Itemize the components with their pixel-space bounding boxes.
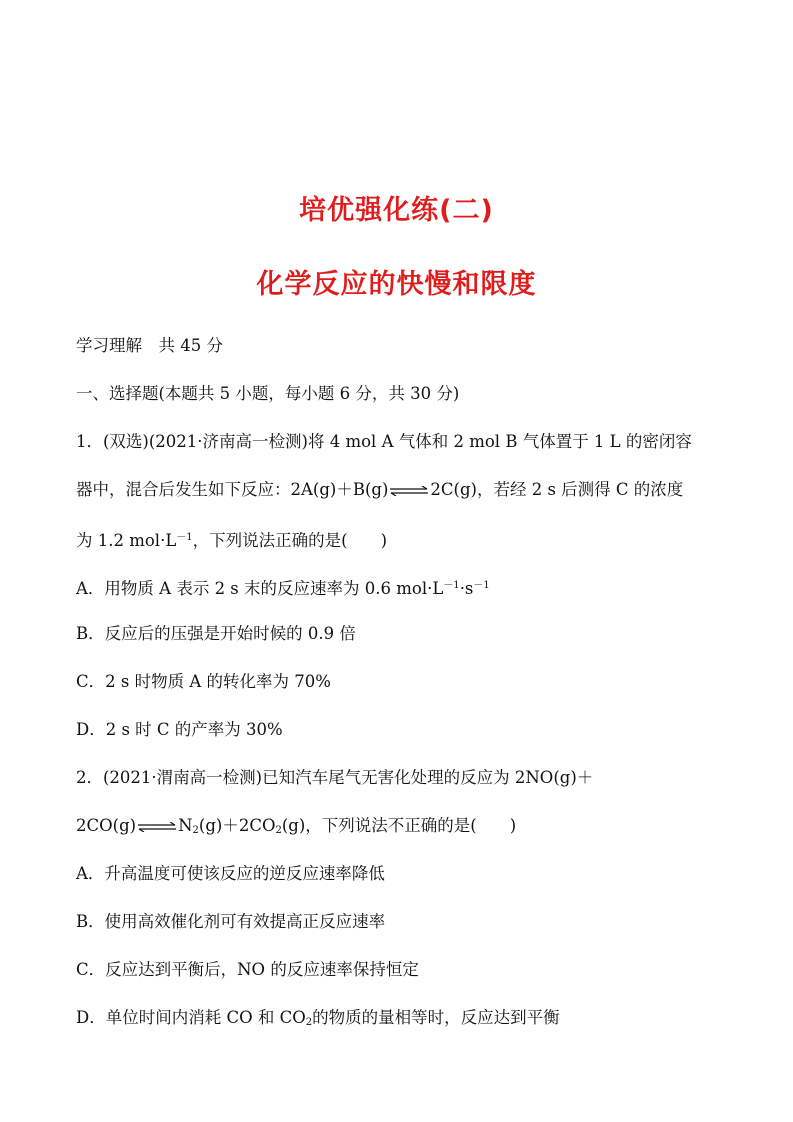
q1-stem-line2: [76, 478, 736, 502]
q2-stem-line2-d: (g)，下列说法不正确的是( ): [281, 816, 517, 835]
page-subtitle: 化学反应的快慢和限度: [256, 269, 537, 300]
q1-option-c: C．2 s 时物质 A 的转化率为 70%: [76, 672, 331, 691]
q1-stem-line3-a: 为 1.2 mol·L: [76, 531, 177, 550]
equilibrium-arrow-icon: [389, 486, 429, 496]
q2-stem-line2-b: N: [178, 816, 193, 835]
q2-stem-line1: 2．(2021·渭南高一检测)已知汽车尾气无害化处理的反应为 2NO(g)＋: [76, 768, 594, 787]
q2-option-d-rest: 的物质的量相等时，反应达到平衡: [312, 1008, 560, 1027]
q1-option-b: B．反应后的压强是开始时候的 0.9 倍: [76, 624, 356, 643]
equilibrium-arrow-icon: [137, 822, 177, 832]
q2-stem-line2-sub1: 2: [192, 825, 199, 836]
q2-stem-line2-c: (g)＋2CO: [198, 816, 276, 835]
q1-stem-line2-b: 2C(g)，若经 2 s 后测得 C 的浓度: [430, 480, 684, 499]
q2-option-d-sub: 2: [305, 1017, 313, 1028]
q1-option-d: D．2 s 时 C 的产率为 30%: [76, 720, 283, 739]
q2-option-d: [76, 1006, 736, 1035]
q1-option-a-sup1: －1: [443, 580, 460, 591]
q1-stem-line2-a: 器中，混合后发生如下反应：2A(g)＋B(g): [76, 480, 389, 499]
q1-stem-line3-b: ，下列说法正确的是( ): [192, 531, 388, 550]
section-header: 学习理解 共 45 分: [76, 336, 223, 355]
q2-stem-line2-sub2: 2: [275, 825, 282, 836]
part-header: 一、选择题(本题共 5 小题，每小题 6 分，共 30 分): [76, 384, 460, 403]
q1-stem-line1: 1．(双选)(2021·济南高一检测)将 4 mol A 气体和 2 mol B 气体置于 1 L 的密闭容: [76, 432, 692, 451]
q1-option-a-sup2: －1: [473, 580, 490, 591]
page-title: 培优强化练(二): [299, 195, 494, 226]
q2-option-b: B．使用高效催化剂可有效提高正反应速率: [76, 912, 386, 931]
q2-option-c: C．反应达到平衡后，NO 的反应速率保持恒定: [76, 960, 419, 979]
q2-option-a: A．升高温度可使该反应的逆反应速率降低: [76, 864, 385, 883]
q2-option-d-text: D．单位时间内消耗 CO 和 CO: [76, 1008, 306, 1027]
q1-stem-line3-sup: －1: [176, 532, 193, 543]
q1-stem-line3: [76, 526, 736, 553]
q1-option-a-unit: ·s: [459, 579, 474, 598]
q1-option-a-text: A．用物质 A 表示 2 s 末的反应速率为 0.6 mol·L: [76, 579, 444, 598]
q2-stem-line2: [76, 814, 736, 843]
q1-option-a: [76, 574, 736, 601]
q2-stem-line2-a: 2CO(g): [76, 816, 137, 835]
